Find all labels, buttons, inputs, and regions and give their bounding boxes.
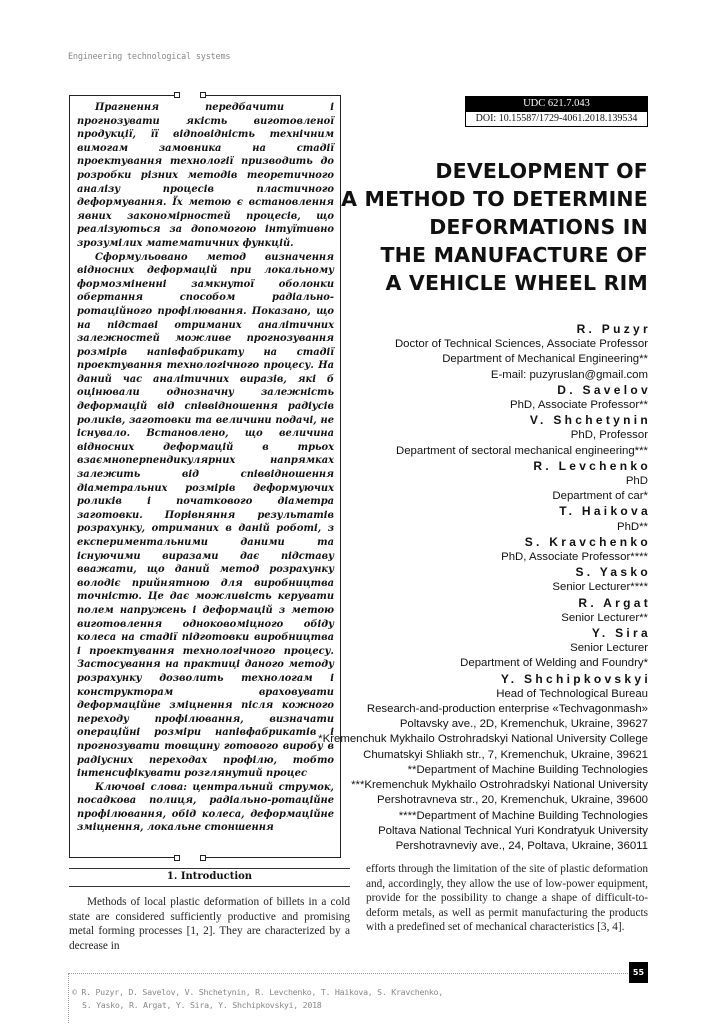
author-name: Y. Shchipkovskyi <box>500 671 651 686</box>
affiliation: ***Kremenchuk Mykhailo Ostrohradskyi National University <box>351 779 648 792</box>
author-detail: Department of car* <box>552 490 648 503</box>
title-line: THE MANUFACTURE OF <box>380 243 648 267</box>
author-detail: PhD, Professor <box>570 429 648 442</box>
affiliation: ****Department of Machine Building Technologies <box>398 809 648 822</box>
author-detail: Department of Mechanical Engineering** <box>442 353 648 366</box>
keywords-paragraph: Ключові слова: центральний струмок, посадкова полиця, радіально-ротаційне профілювання, обід колеса, деформаційне зміцнення, локальне стоншення <box>77 781 334 834</box>
author-email[interactable]: E-mail: puzyruslan@gmail.com <box>490 368 648 381</box>
affiliation: **Department of Machine Building Technologies <box>407 763 648 776</box>
author-name: S. Yasko <box>575 565 651 580</box>
affiliation: Pershotravneviy ave., 24, Poltava, Ukraine, 36011 <box>395 839 648 852</box>
author-detail: PhD** <box>616 520 648 533</box>
copyright-notice <box>72 986 443 1011</box>
article-title <box>318 157 648 297</box>
page-number: 55 <box>629 962 648 983</box>
box-knob <box>174 855 180 861</box>
body-column-left <box>69 895 350 953</box>
author-name: D. Savelov <box>557 382 651 397</box>
author-detail: PhD <box>625 475 648 488</box>
copyright-line: S. Yasko, R. Argat, Y. Sira, Y. Shchipkovskyi, 2018 <box>82 999 322 1010</box>
author-detail: PhD, Associate Professor**** <box>501 551 648 564</box>
udc-label: UDC 621.7.043 <box>465 96 648 111</box>
footer-rule <box>68 973 628 974</box>
abstract-paragraph: Прагнення передбачити і прогнозувати якість виготовленої продукції, її відповідність технічним вимогам замовника на стадії проектування технології призводить до розробки різних методів теоретичного аналізу процесів пластичного деформування. Їх метою є встановлення явних закономірностей процесів, що реалізуються за допомогою інтуїтивно зрозумілих математичних функцій. <box>77 102 334 249</box>
author-name: Y. Sira <box>591 626 651 641</box>
author-name: T. Haikova <box>559 504 651 519</box>
section-rule-bottom <box>69 886 350 887</box>
title-line: DEVELOPMENT OF <box>435 159 648 183</box>
body-paragraph: Methods of local plastic deformation of billets in a cold state are considered sufficiently productive and promising metal forming processes [1, 2]. They are characterized by a decrease in <box>69 896 350 952</box>
doi-link[interactable]: DOI: 10.15587/1729-4061.2018.139534 <box>465 111 648 127</box>
author-detail: Department of Welding and Foundry* <box>460 657 648 670</box>
abstract-paragraph: Сформульовано метод визначення відносних деформацій при локальному формозміненні замкнутої оболонки обертання способом радіально-ротаційного профілювання. Показано, що на підставі отриманих аналітичних залежностей можливе прогнозування розмірів напівфабрикату на стадії проектування технологічного процесу. На даний час аналітичних виразів, які б оцінювали однозначну залежність деформацій від співвідношення радіусів роликів, заготовки та величини подачі, не існувало. Встановлено, що величина відносних деформацій в трьох взаємноперпендикулярних напрямках залежить від співвідношення діаметральних розмірів деформуючих роликів і початкового діаметра заготовки. Порівняння результатів розрахунку, отриманих в даній роботі, з експериментальними даними та існуючими виразами дає підставу вважати, що даний метод розрахунку володіє прийнятною для виробництва точністю. Це дає можливість керувати полем напружень і деформацій з метою виготовлення одноковоміцного обіду колеса на стадії підготовки виробництва і проектування технологічного процесу. Застосування на практиці даного методу розрахунку дозволить технологам і конструкторам враховувати деформаційне зміцнення після кожного переходу профілювання, визначати операційні розміри напівфабрикатів і прогнозувати товщину готового виробу в радіусних переходах профілю, тобто інтенсифікувати розглянутий процес <box>77 251 334 780</box>
box-knob <box>200 855 206 861</box>
author-detail: PhD, Associate Professor** <box>509 399 648 412</box>
author-name: S. Kravchenko <box>524 534 651 549</box>
author-detail: Senior Lecturer <box>570 642 648 655</box>
author-detail: Department of sectoral mechanical engineering*** <box>395 444 648 457</box>
author-name: V. Shchetynin <box>529 413 651 428</box>
author-detail: Research-and-production enterprise «Techvagonmash» <box>366 703 648 716</box>
section-heading: 1. Introduction <box>166 871 253 882</box>
author-detail: Senior Lecturer** <box>561 611 648 624</box>
footer-rule-vertical <box>68 973 69 1023</box>
copyright-line: © R. Puzyr, D. Savelov, V. Shchetynin, R. Levchenko, T. Haikova, S. Kravchenko, <box>72 987 443 997</box>
section-rule-top <box>69 868 350 869</box>
author-detail: Head of Technological Bureau <box>496 687 648 700</box>
title-line: A METHOD TO DETERMINE <box>341 187 648 211</box>
affiliation: *Kremenchuk Mykhailo Ostrohradskyi National University College <box>318 733 648 746</box>
box-knob <box>200 92 206 98</box>
author-name: R. Puzyr <box>576 322 651 336</box>
running-head: Engineering technological systems <box>68 52 231 62</box>
author-detail: Senior Lecturer**** <box>552 581 648 594</box>
title-line: A VEHICLE WHEEL RIM <box>385 271 648 295</box>
author-name: R. Levchenko <box>533 458 651 473</box>
affiliation: Poltava National Technical Yuri Kondratyuk University <box>378 824 648 837</box>
affiliation: Pershotravneva str., 20, Kremenchuk, Ukraine, 39600 <box>377 794 648 807</box>
box-knob <box>174 92 180 98</box>
body-column-right <box>366 862 648 935</box>
author-name: R. Argat <box>578 595 651 610</box>
body-paragraph: efforts through the limitation of the site of plastic deformation and, accordingly, they allow the use of low-power equipment, provide for the possibility to change a shape of difficult-to-deform metals, as well as permit manufacturing the products with a predefined set of mechanical characteristics [3, 4]. <box>366 863 648 934</box>
title-line: DEFORMATIONS IN <box>429 215 648 239</box>
affiliation: Chumatskyi Shliakh str., 7, Kremenchuk, Ukraine, 39621 <box>363 748 648 761</box>
author-detail: Poltavsky ave., 2D, Kremenchuk, Ukraine, 39627 <box>399 718 648 731</box>
author-detail: Doctor of Technical Sciences, Associate Professor <box>394 338 648 351</box>
identifier-block <box>465 96 648 127</box>
author-list <box>288 322 651 854</box>
